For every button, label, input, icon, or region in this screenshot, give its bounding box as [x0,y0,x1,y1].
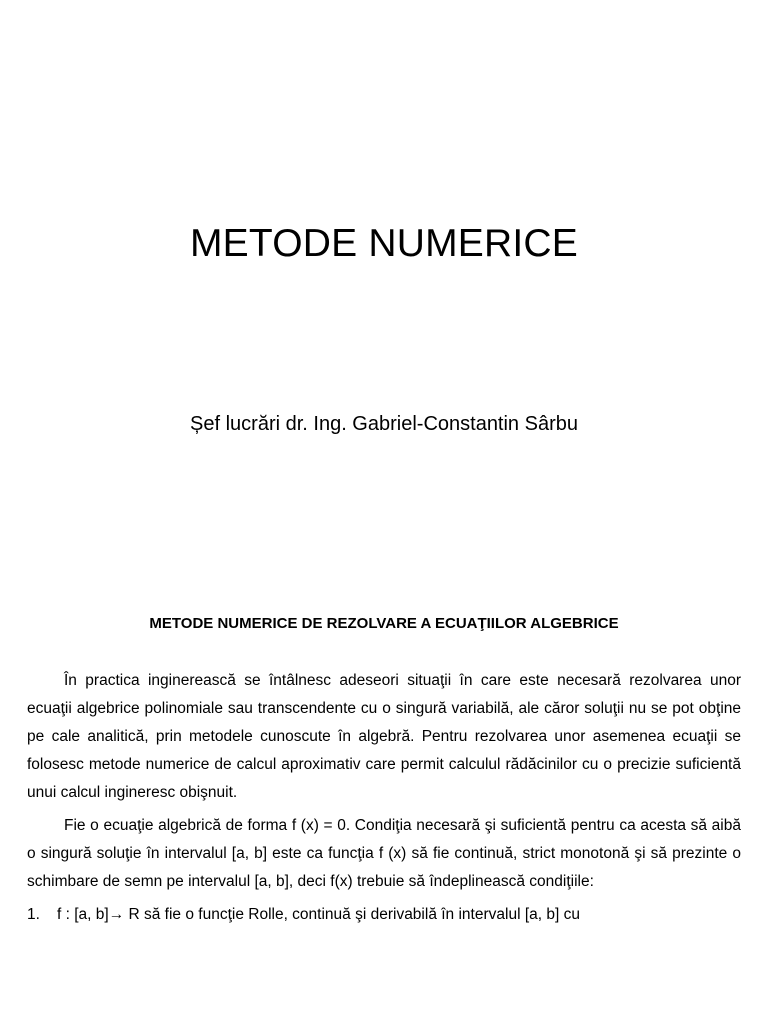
page-title: METODE NUMERICE [190,222,578,265]
author-line: Șef lucrări dr. Ing. Gabriel-Constantin Sârbu [190,413,578,435]
list-item-number: 1. [27,906,40,923]
paragraph-intro: În practica inginerească se întâlnesc adeseori situaţii în care este necesară rezolvarea unor ecuaţii algebrice polinomiale sau transcendente cu o singură variabilă, ale căror soluţii nu se pot obţine pe cale analitică, prin metodele cunoscute în algebră. Pentru rezolvarea unor asemenea ecuaţii se folosesc metode numerice de calcul aproximativ care permit calculul rădăcinilor cu o precizie suficientă unui calcul ingineresc obişnuit. [27,672,741,801]
list-item-text: f : [a, b]→ R să fie o funcţie Rolle, continuă şi derivabilă în intervalul [a, b] cu [57,906,580,923]
paragraph-condition: Fie o ecuaţie algebrică de forma f (x) = 0. Condiţia necesară şi suficientă pentru ca acesta să aibă o singură soluţie în intervalul [a, b] este ca funcţia f (x) să fie continuă, strict monotonă şi să prezinte o schimbare de semn pe intervalul [a, b], deci f(x) trebuie să îndeplinească condiţiile: [27,817,741,890]
list-item [27,901,741,929]
section-heading: METODE NUMERICE DE REZOLVARE A ECUAŢIILOR ALGEBRICE [149,615,619,632]
body-text [27,667,741,929]
